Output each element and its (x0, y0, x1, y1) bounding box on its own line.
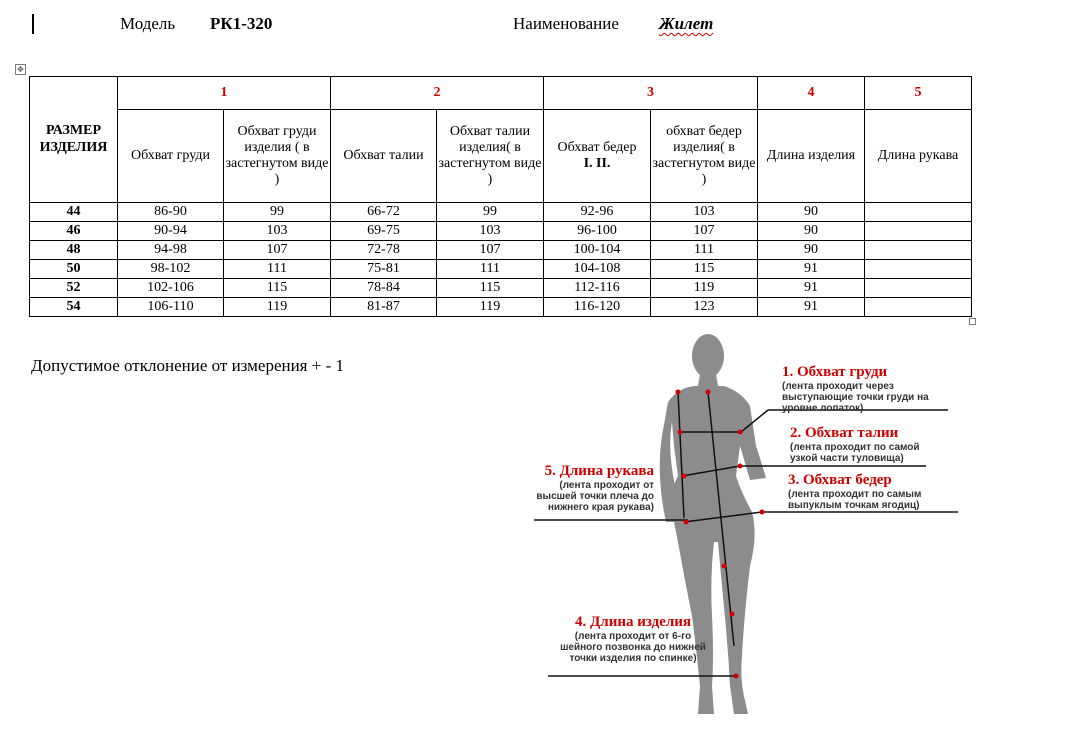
subheader-length: Длина изделия (758, 110, 865, 203)
measure-5-desc: (лента проходит от высшей точки плеча до нижнего края рукава) (536, 480, 654, 513)
subheader-waist-garment: Обхват талии изделия( в застегнутом виде ) (437, 110, 544, 203)
cell-waist: 81-87 (331, 298, 437, 317)
cell-chest-g: 103 (224, 222, 331, 241)
cell-sleeve (865, 279, 972, 298)
group-4: 4 (758, 77, 865, 110)
cell-hips-g: 119 (651, 279, 758, 298)
cell-hips: 116-120 (544, 298, 651, 317)
measurement-figure (528, 326, 968, 718)
cell-sleeve (865, 222, 972, 241)
cell-chest: 102-106 (118, 279, 224, 298)
cell-sleeve (865, 241, 972, 260)
measure-4-label (558, 614, 708, 664)
group-5: 5 (865, 77, 972, 110)
cell-chest: 86-90 (118, 203, 224, 222)
subheader-chest: Обхват груди (118, 110, 224, 203)
cell-length: 90 (758, 241, 865, 260)
cell-hips-g: 107 (651, 222, 758, 241)
cell-chest-g: 111 (224, 260, 331, 279)
cell-chest: 94-98 (118, 241, 224, 260)
measure-3-label (788, 472, 968, 511)
model-label: Модель (120, 14, 176, 33)
cell-chest-g: 115 (224, 279, 331, 298)
cell-size: 54 (30, 298, 118, 317)
measure-2-label (790, 425, 930, 464)
cell-size: 44 (30, 203, 118, 222)
size-table (29, 76, 972, 317)
cell-waist-g: 119 (437, 298, 544, 317)
cell-sleeve (865, 260, 972, 279)
cell-size: 48 (30, 241, 118, 260)
cell-hips-g: 111 (651, 241, 758, 260)
cell-waist: 66-72 (331, 203, 437, 222)
cell-chest-g: 99 (224, 203, 331, 222)
table-row (30, 298, 972, 317)
cell-chest: 90-94 (118, 222, 224, 241)
measure-3-title: 3. Обхват бедер (788, 472, 892, 488)
subheader-sleeve: Длина рукава (865, 110, 972, 203)
group-1: 1 (118, 77, 331, 110)
table-move-handle-icon[interactable]: ✥ (15, 64, 26, 75)
text-cursor (32, 14, 34, 34)
measure-4-desc: (лента проходит от 6-го шейного позвонка до нижней точки изделия по спинке) (560, 631, 706, 664)
measure-1-label (782, 364, 962, 414)
cell-hips-g: 123 (651, 298, 758, 317)
cell-chest-g: 119 (224, 298, 331, 317)
measure-2-title: 2. Обхват талии (790, 425, 899, 441)
subheader-hips: Обхват бедер I. II. (544, 110, 651, 203)
cell-chest-g: 107 (224, 241, 331, 260)
table-row (30, 279, 972, 298)
cell-length: 91 (758, 298, 865, 317)
cell-length: 90 (758, 222, 865, 241)
measure-5-label (536, 463, 654, 513)
name-value: Жилет (659, 14, 714, 33)
measure-4-title: 4. Длина изделия (574, 614, 692, 630)
cell-waist: 72-78 (331, 241, 437, 260)
cell-waist: 78-84 (331, 279, 437, 298)
cell-waist-g: 115 (437, 279, 544, 298)
cell-waist-g: 107 (437, 241, 544, 260)
cell-waist: 75-81 (331, 260, 437, 279)
cell-sleeve (865, 203, 972, 222)
table-row (30, 241, 972, 260)
group-3: 3 (544, 77, 758, 110)
subheader-waist: Обхват талии (331, 110, 437, 203)
cell-hips: 112-116 (544, 279, 651, 298)
group-2: 2 (331, 77, 544, 110)
subheader-chest-garment: Обхват груди изделия ( в застегнутом виде ) (224, 110, 331, 203)
measure-1-title: 1. Обхват груди (782, 364, 888, 380)
cell-hips: 104-108 (544, 260, 651, 279)
cell-hips: 92-96 (544, 203, 651, 222)
subheader-hips-garment: обхват бедер изделия( в застегнутом виде ) (651, 110, 758, 203)
cell-waist-g: 111 (437, 260, 544, 279)
cell-length: 91 (758, 279, 865, 298)
table-row (30, 260, 972, 279)
cell-waist-g: 99 (437, 203, 544, 222)
cell-chest: 106-110 (118, 298, 224, 317)
cell-waist: 69-75 (331, 222, 437, 241)
cell-hips: 96-100 (544, 222, 651, 241)
cell-sleeve (865, 298, 972, 317)
cell-length: 91 (758, 260, 865, 279)
cell-size: 46 (30, 222, 118, 241)
cell-length: 90 (758, 203, 865, 222)
cell-size: 50 (30, 260, 118, 279)
name-label: Наименование (513, 14, 619, 33)
cell-hips: 100-104 (544, 241, 651, 260)
table-row (30, 222, 972, 241)
cell-chest: 98-102 (118, 260, 224, 279)
tolerance-note: Допустимое отклонение от измерения + - 1 (31, 356, 344, 375)
measure-5-title: 5. Длина рукава (544, 463, 654, 479)
size-header: РАЗМЕР ИЗДЕЛИЯ (30, 77, 118, 203)
measure-2-desc: (лента проходит по самой узкой части туловища) (790, 442, 920, 464)
cell-hips-g: 103 (651, 203, 758, 222)
cell-hips-g: 115 (651, 260, 758, 279)
model-value: РК1-320 (210, 14, 273, 33)
cell-size: 52 (30, 279, 118, 298)
measure-1-desc: (лента проходит через выступающие точки груди на уровне лопаток) (782, 381, 929, 414)
table-row (30, 203, 972, 222)
cell-waist-g: 103 (437, 222, 544, 241)
table-resize-handle[interactable] (969, 318, 976, 325)
measure-3-desc: (лента проходит по самым выпуклым точкам ягодиц) (788, 489, 922, 511)
